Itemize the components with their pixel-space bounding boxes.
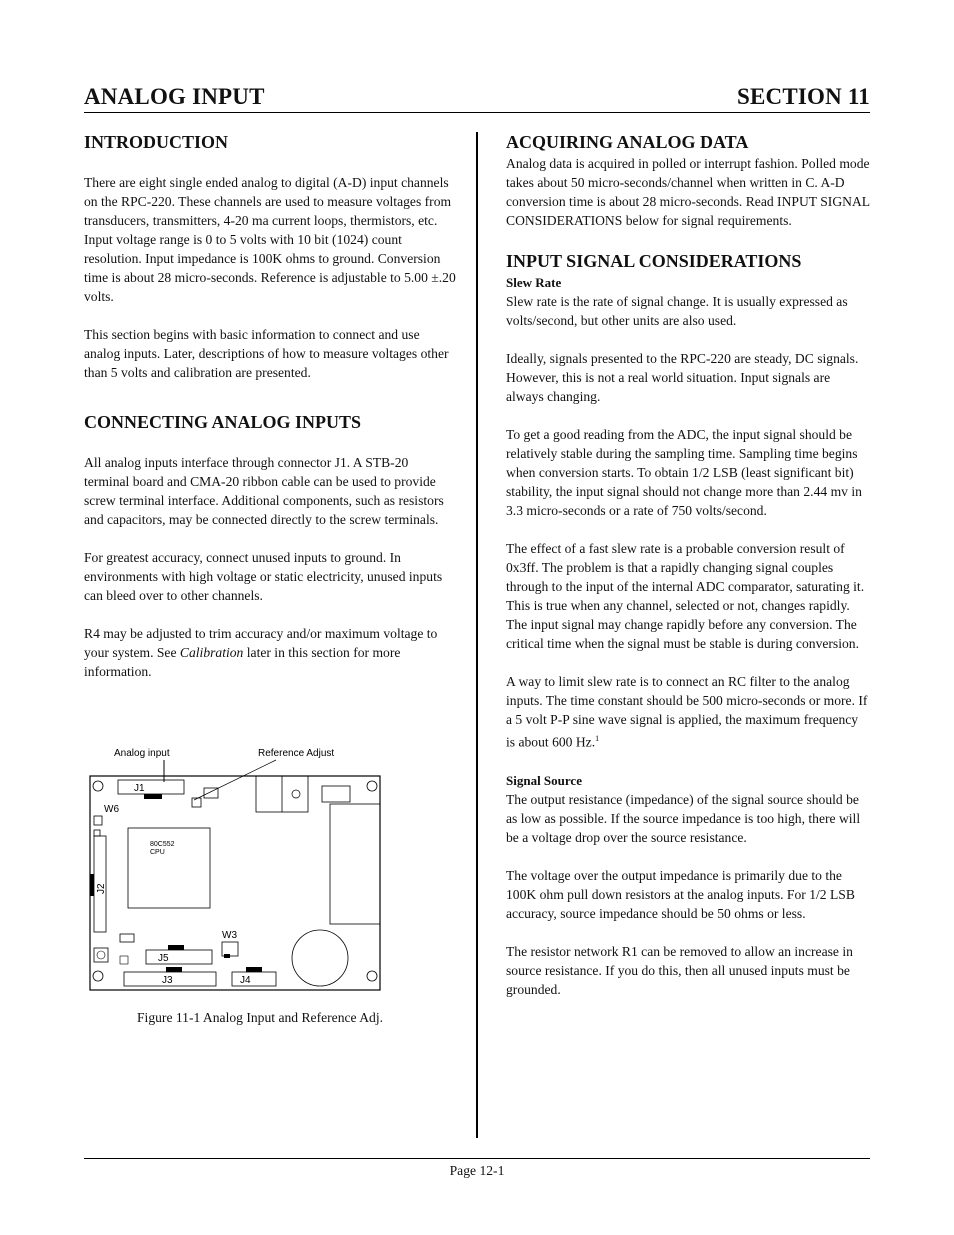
intro-paragraph-2: This section begins with basic information to connect and use analog inputs. Later, descriptions of how to measure voltages other than 5 volts and calibration are presented.	[84, 327, 449, 380]
column-divider	[476, 132, 478, 1138]
w6-label: W6	[104, 804, 119, 815]
j4-connector	[232, 972, 276, 986]
slew-p5-text: A way to limit slew rate is to connect an RC filter to the analog inputs. The time constant should be 500 micro-seconds or more. If a 5 volt P-P sine wave signal is applied, the maximum frequency is about 600 Hz.	[506, 674, 868, 750]
slew-paragraph-1: Slew rate is the rate of signal change. It is usually expressed as volts/second, but other units are also used.	[506, 294, 848, 328]
j2-label: J2	[96, 883, 107, 894]
figure-caption: Figure 11-1 Analog Input and Reference Adj.	[136, 1010, 383, 1025]
calibration-ref: Calibration	[179, 645, 244, 660]
introduction-heading: INTRODUCTION	[84, 132, 229, 152]
right-column	[506, 130, 870, 999]
page-number: Page 12-1	[449, 1163, 505, 1178]
j1-label: J1	[134, 783, 145, 794]
j1-connector	[118, 780, 184, 794]
j4-label: J4	[240, 975, 251, 986]
connect-paragraph-1: All analog inputs interface through connector J1. A STB-20 terminal board and CMA-20 ribbon cable can be used to provide screw terminal interface. Additional components, such as resistors and capacitors, may be connected directly to the screw terminals.	[84, 455, 444, 527]
acquiring-paragraph: Analog data is acquired in polled or interrupt fashion. Polled mode takes about 50 micro-seconds/channel when written in C. A-D conversion time is about 28 micro-seconds. Read INPUT SIGNAL CONSIDERATIONS below for signal requirements.	[506, 156, 870, 228]
board-figure	[84, 742, 394, 998]
battery	[292, 930, 348, 986]
footnote-mark: 1	[595, 734, 600, 743]
left-column	[84, 130, 456, 681]
w3-label: W3	[222, 930, 237, 941]
connect-p3-tail: later in this section for more information.	[84, 645, 401, 679]
slew-paragraph-4: The effect of a fast slew rate is a probable conversion result of 0x3ff. The problem is that a rapidly changing signal couples through to the input of the internal ADC comparator, saturating it. This is true when any channel, selected or not, changes rapidly. The input signal may change rapidly before any conversion. The critical time when the signal must be stable is during conversion.	[506, 541, 865, 651]
j5-connector	[146, 950, 212, 964]
intro-paragraph-1: There are eight single ended analog to digital (A-D) input channels on the RPC-220. These channels are used to measure voltages from transducers, transmitters, 4-20 ma current loops, thermistors, etc. Input voltage range is 0 to 5 volts with 10 bit (1024) count resolution. Input impedance is 100K ohms to ground. Conversion time is about 28 micro-seconds. Reference is adjustable to 5.00 ±.20 volts.	[84, 175, 456, 304]
connecting-heading: CONNECTING ANALOG INPUTS	[84, 412, 362, 432]
source-paragraph-3: The resistor network R1 can be removed to allow an increase in source resistance. If you do this, then all unused inputs must be grounded.	[506, 943, 853, 997]
slew-paragraph-5	[506, 672, 870, 752]
page-header	[84, 84, 870, 113]
reference-adjust-label: Reference Adjust	[258, 748, 335, 759]
input-signal-heading: INPUT SIGNAL CONSIDERATIONS	[506, 251, 802, 271]
header-section: SECTION 11	[736, 84, 870, 109]
source-paragraph-1: The output resistance (impedance) of the signal source should be as low as possible. If the source impedance is too high, there will be a voltage drop over the source resistance.	[506, 791, 861, 845]
cpu-label: CPU	[150, 849, 165, 856]
header-title: ANALOG INPUT	[84, 84, 265, 109]
slew-paragraph-2: Ideally, signals presented to the RPC-220 are steady, DC signals. However, this is not a real world situation. Input signals are always changing.	[506, 351, 859, 404]
connect-paragraph-2: For greatest accuracy, connect unused inputs to ground. In environments with high voltage or static electricity, unused inputs can bleed over to other channels.	[84, 550, 443, 603]
analog-input-label: Analog input	[114, 748, 170, 759]
slew-rate-heading: Slew Rate	[506, 275, 562, 290]
cpu-chip	[128, 828, 210, 908]
connect-p3-text: R4 may be adjusted to trim accuracy and/or maximum voltage to your system. See	[84, 626, 438, 660]
cpu-part-label: 80C552	[150, 841, 175, 848]
source-paragraph-2: The voltage over the output impedance is primarily due to the 100K ohm pull down resistors at the analog inputs. For 1/2 LSB accuracy, source impedance should be 50 ohms or less.	[506, 867, 855, 921]
connect-paragraph-3	[84, 624, 456, 681]
j3-label: J3	[162, 975, 173, 986]
board-outline	[90, 776, 380, 990]
j5-label: J5	[158, 953, 169, 964]
signal-source-heading: Signal Source	[506, 772, 582, 788]
slew-paragraph-3: To get a good reading from the ADC, the input signal should be relatively stable during the sampling time. Sampling time begins when conversion starts. To obtain 1/2 LSB (least significant bit) stability, the input signal should not change more than 2.44 mv in 3.3 micro-seconds or a rate of 750 volts/second.	[506, 427, 862, 518]
footer-rule	[84, 1158, 870, 1159]
acquiring-heading: ACQUIRING ANALOG DATA	[506, 132, 749, 152]
